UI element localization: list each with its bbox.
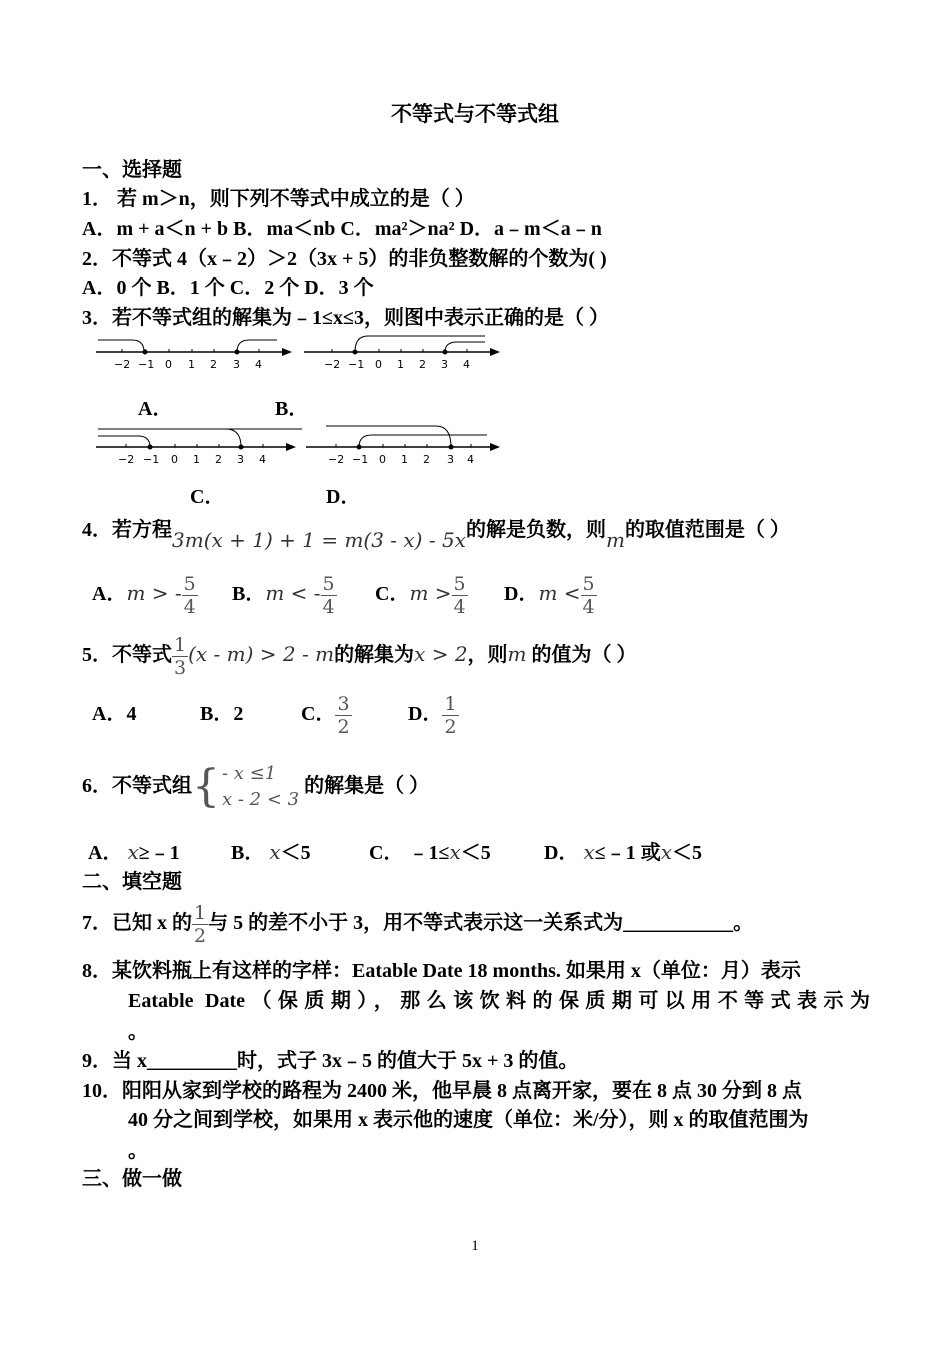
tick-label: 4	[259, 453, 266, 466]
tick-label: −2	[118, 453, 135, 466]
section-heading-practice: 三、做一做	[82, 1168, 182, 1190]
q4-var: m	[605, 528, 625, 552]
question-8-line3: 。	[128, 1021, 148, 1043]
question-5-options: A．4 B．2 C． $\frac{3}{2}$ D． $\frac{1}{2}$	[92, 693, 457, 738]
tick-label: 2	[423, 453, 430, 466]
question-4-options: A．m > - $\frac{5}{4}$ B．m < - $\frac{5}{4}$ C．m > $\frac{5}{4}$ D．m < $\frac{5}{4}$	[92, 573, 595, 618]
question-10-line3: 。	[128, 1140, 148, 1162]
fraction: $\frac{5}{4}$	[582, 573, 595, 618]
tick-label: 1	[188, 358, 195, 371]
tick-label: −1	[352, 453, 369, 466]
question-6-options: A． x≥﹣1 B． x＜5 C． ﹣1≤x＜5 D． x≤﹣1 或x＜5	[88, 840, 702, 864]
question-6-stem: 6．不等式组{ - x ≤1 x - 2 < 3 的解集是（ ）	[82, 761, 430, 813]
tick-label: −1	[138, 358, 155, 371]
question-2-options: A．0 个 B．1 个 C．2 个 D．3 个	[82, 277, 374, 299]
tick-label: −2	[114, 358, 131, 371]
option-label-d: D．	[326, 486, 361, 508]
tick-label: 3	[237, 453, 244, 466]
q5-solution: x > 2	[414, 642, 468, 667]
tick-label: 3	[441, 358, 448, 371]
question-3-stem: 3．若不等式组的解集为﹣1≤x≤3，则图中表示正确的是（ ）	[82, 307, 609, 329]
inequality-system: - x ≤1 x - 2 < 3	[222, 763, 300, 811]
option-label-a: A．	[138, 398, 173, 420]
q5-expr: (x - m) > 2 - m	[188, 642, 335, 667]
tick-label: −1	[348, 358, 365, 371]
tick-label: −2	[328, 453, 345, 466]
option-label-c: C．	[190, 486, 225, 508]
tick-label: 0	[375, 358, 382, 371]
fraction: $\frac{1}{3}$	[174, 634, 187, 679]
fraction: $\frac{1}{2}$	[194, 902, 207, 947]
question-8-line2: Eatable Date（保质期），那么该饮料的保质期可以用不等式表示为	[128, 990, 870, 1012]
fraction: $\frac{5}{4}$	[183, 573, 196, 618]
tick-label: 2	[419, 358, 426, 371]
question-7: 7．已知 x 的 $\frac{1}{2}$ 与 5 的差不小于 3，用不等式表示这一关系式为___________。	[82, 902, 754, 947]
page-number: 1	[471, 1238, 479, 1254]
number-line-c-arc	[92, 422, 302, 468]
question-1-stem: 1． 若 m＞n，则下列不等式中成立的是（ ）	[82, 188, 475, 210]
question-1-options: A．m + a＜n + b B．ma＜nb C．ma²＞na² D．a﹣m＜a﹣n	[82, 218, 602, 240]
question-5-stem: 5．不等式 $\frac{1}{3}$ (x - m) > 2 - m的解集为x > 2，则m 的值为（ ）	[82, 634, 637, 679]
tick-label: 4	[255, 358, 262, 371]
tick-label: −1	[143, 453, 160, 466]
tick-label: 2	[210, 358, 217, 371]
fraction: $\frac{5}{4}$	[453, 573, 466, 618]
tick-label: 4	[467, 453, 474, 466]
tick-label: 0	[165, 358, 172, 371]
tick-label: 2	[215, 453, 222, 466]
tick-label: 0	[379, 453, 386, 466]
question-10-line1: 10．阳阳从家到学校的路程为 2400 米，他早晨 8 点离开家，要在 8 点 30 分到 8 点	[82, 1080, 802, 1102]
number-line-d	[302, 422, 507, 468]
section-heading-choice: 一、选择题	[82, 159, 182, 181]
q4-prefix: 4．若方程	[82, 519, 172, 541]
question-2-stem: 2．不等式 4（x﹣2）＞2（3x + 5）的非负整数解的个数为( )	[82, 248, 607, 270]
tick-label: 1	[401, 453, 408, 466]
brace-icon: {	[192, 761, 220, 813]
option-label-b: B．	[275, 398, 309, 420]
section-heading-fill: 二、填空题	[82, 871, 182, 893]
tick-label: 3	[233, 358, 240, 371]
fraction: $\frac{5}{4}$	[322, 573, 335, 618]
question-9: 9．当 x_________时，式子 3x﹣5 的值大于 5x + 3 的值。	[82, 1050, 579, 1072]
document-title: 不等式与不等式组	[391, 102, 559, 126]
question-4-stem	[82, 516, 790, 552]
question-8-line1: 8．某饮料瓶上有这样的字样：Eatable Date 18 months. 如果用 x（单位：月）表示	[82, 960, 801, 982]
question-10-line2: 40 分之间到学校，如果用 x 表示他的速度（单位：米/分），则 x 的取值范围为	[128, 1109, 809, 1131]
tick-label: 4	[463, 358, 470, 371]
tick-label: 3	[447, 453, 454, 466]
q4-middle: 的解是负数，则	[465, 519, 606, 541]
fraction: $\frac{3}{2}$	[337, 693, 350, 738]
tick-label: −2	[324, 358, 341, 371]
number-line-a	[92, 334, 297, 376]
number-line-b	[300, 334, 505, 376]
fraction: $\frac{1}{2}$	[444, 693, 457, 738]
q4-suffix: 的取值范围是（ ）	[624, 519, 790, 541]
q4-equation: 3m(x + 1) + 1 = m(3 - x) - 5x	[172, 528, 466, 552]
tick-label: 0	[171, 453, 178, 466]
tick-label: 1	[397, 358, 404, 371]
tick-label: 1	[193, 453, 200, 466]
